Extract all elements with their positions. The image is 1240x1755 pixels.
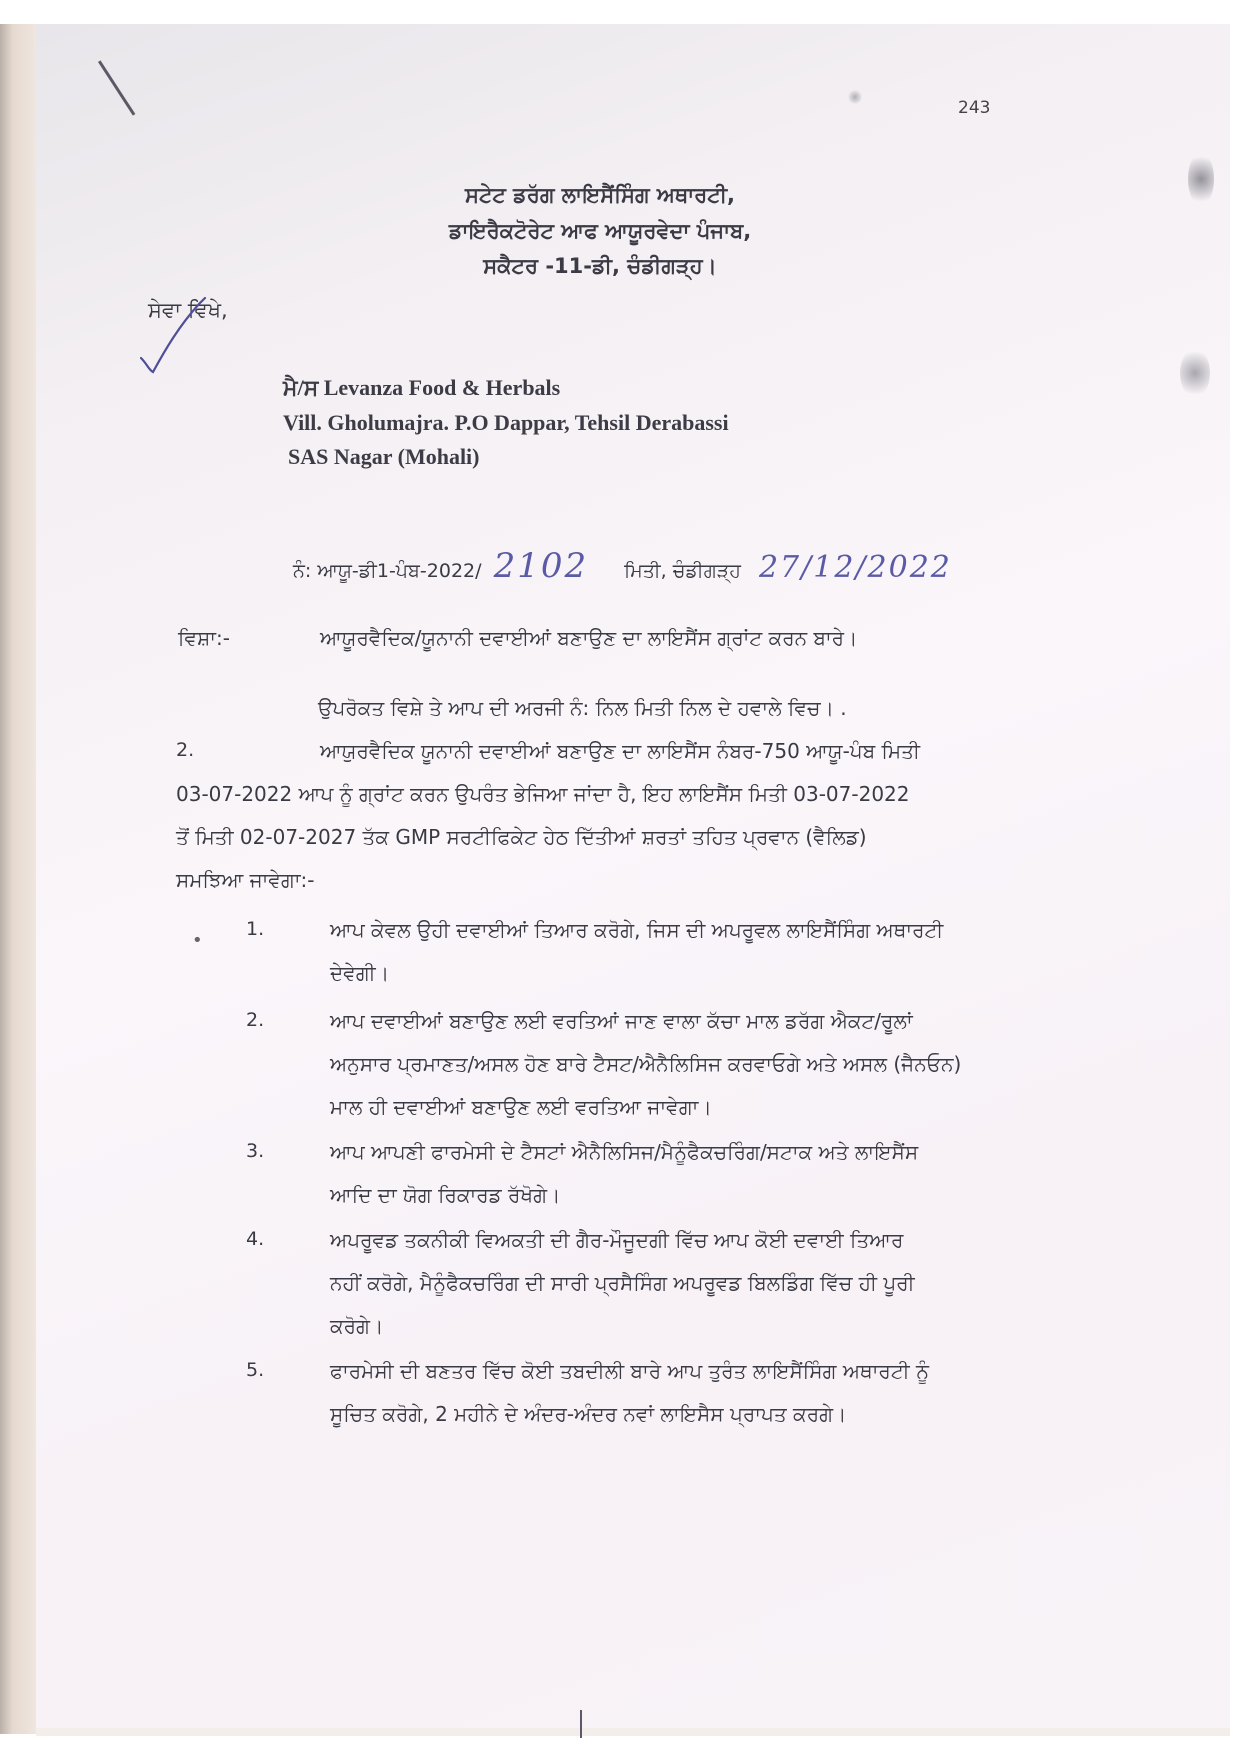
subject-label: ਵਿਸ਼ਾ:- (178, 626, 230, 650)
condition-1-line-2: ਦੇਵੇਗੀ। (330, 961, 390, 985)
condition-number: 5. (246, 1359, 265, 1381)
condition-number: 1. (246, 918, 265, 940)
header-line-2: ਡਾਇਰੈਕਟੋਰੇਟ ਆਫ ਆਯੂਰਵੇਦਾ ਪੰਜਾਬ, (448, 219, 752, 243)
header-directorate (0, 219, 1240, 244)
condition-4-line-2: ਨਹੀਂ ਕਰੋਗੇ, ਮੈਨੂੰਫੈਕਚਰਿੰਗ ਦੀ ਸਾਰੀ ਪ੍ਰਸੈਸਿੰਗ ਅਪਰੂਵਡ ਬਿਲਡਿੰਗ ਵਿੱਚ ਹੀ ਪੂਰੀ (330, 1271, 915, 1295)
date-label: ਮਿਤੀ, ਚੰਡੀਗੜ੍ਹ (624, 560, 741, 582)
addressee-district: SAS Nagar (Mohali) (288, 444, 480, 469)
addressee-address: Vill. Gholumajra. P.O Dappar, Tehsil Derabassi (283, 410, 729, 435)
condition-number: 4. (246, 1228, 265, 1250)
reference-prefix: ਨੰ: ਆਯੂ-ਡੀ1-ਪੰਬ-2022/ (293, 560, 482, 582)
para2-line-3 (176, 825, 1098, 849)
condition-3-line-1: ਆਪ ਆਪਣੀ ਫਾਰਮੇਸੀ ਦੇ ਟੈਸਟਾਂ ਐਨੈਲਿਸਿਜ/ਮੈਨੂੰਫੈਕਚਰਿੰਗ/ਸਟਾਕ ਅਤੇ ਲਾਇਸੈਂਸ (330, 1140, 919, 1164)
header-line-3: ਸਕੈਟਰ -11-ਡੀ, ਚੰਡੀਗੜ੍ਹ। (483, 254, 717, 278)
para2-text: 03-07-2022 ਆਪ ਨੂੰ ਗ੍ਰਾਂਟ ਕਰਨ ਉਪਰੰਤ ਭੇਜਿਆ ਜਾਂਦਾ ਹੈ, ਇਹ ਲਾਇਸੈਂਸ ਮਿਤੀ 03-07-2022 (176, 782, 910, 806)
para-number: 2. (176, 739, 195, 761)
para2-text: ਆਯੁਰਵੈਦਿਕ ਯੂਨਾਨੀ ਦਵਾਈਆਂ ਬਣਾਉਣ ਦਾ ਲਾਇਸੈਂਸ ਨੰਬਰ-750 ਆਯੂ-ਪੰਬ ਮਿਤੀ (320, 739, 920, 763)
salutation: ਸੇਵਾ ਵਿਖੇ, (148, 298, 228, 322)
scan-bottom-edge (36, 1728, 1230, 1736)
addressee-name: ਮੈ/ਸ Levanza Food & Herbals (283, 375, 561, 400)
header-line-1: ਸਟੇਟ ਡਰੱਗ ਲਾਇਸੈਂਸਿੰਗ ਅਥਾਰਟੀ, (464, 183, 736, 207)
condition-4-line-3: ਕਰੋਗੇ। (330, 1314, 384, 1338)
condition-number: 2. (246, 1009, 265, 1031)
condition-2-line-3: ਮਾਲ ਹੀ ਦਵਾਈਆਂ ਬਣਾਉਣ ਲਈ ਵਰਤਿਆ ਜਾਵੇਗਾ। (330, 1095, 712, 1119)
subject-text: ਆਯੂਰਵੈਦਿਕ/ਯੂਨਾਨੀ ਦਵਾਈਆਂ ਬਣਾਉਣ ਦਾ ਲਾਇਸੈਂਸ ਗ੍ਰਾਂਟ ਕਰਨ ਬਾਰੇ। (320, 626, 858, 650)
page-number: 243 (958, 98, 991, 118)
handwritten-date: 27/12/2022 (758, 550, 952, 585)
condition-number: 3. (246, 1140, 265, 1162)
para2-line-1 (320, 739, 1098, 763)
scan-smudge (848, 90, 862, 104)
header-address (0, 254, 1240, 279)
scan-edge (0, 24, 36, 1734)
para2-line-4: ਸਮਝਿਆ ਜਾਵੇਗਾ:- (176, 868, 315, 892)
condition-3-line-2: ਆਦਿ ਦਾ ਯੋਗ ਰਿਕਾਰਡ ਰੱਖੋਗੇ। (330, 1183, 561, 1207)
condition-5-line-2: ਸੂਚਿਤ ਕਰੋਗੇ, 2 ਮਹੀਨੇ ਦੇ ਅੰਦਰ-ਅੰਦਰ ਨਵਾਂ ਲਾਇਸੈਸ ਪ੍ਰਾਪਤ ਕਰਗੇ। (330, 1402, 847, 1426)
checkmark-icon (135, 290, 225, 380)
staple-mark (580, 1710, 582, 1738)
header-authority (0, 183, 1240, 208)
condition-2-line-1: ਆਪ ਦਵਾਈਆਂ ਬਣਾਉਣ ਲਈ ਵਰਤਿਆਂ ਜਾਣ ਵਾਲਾ ਕੱਚਾ ਮਾਲ ਡਰੱਗ ਐਕਟ/ਰੂਲਾਂ (330, 1009, 913, 1033)
condition-5-line-1: ਫਾਰਮੇਸੀ ਦੀ ਬਣਤਰ ਵਿੱਚ ਕੋਈ ਤਬਦੀਲੀ ਬਾਰੇ ਆਪ ਤੁਰੰਤ ਲਾਇਸੈਂਸਿੰਗ ਅਥਾਰਟੀ ਨੂੰ (330, 1359, 930, 1383)
bullet-dot: • (192, 930, 203, 951)
scan-smudge (1180, 348, 1210, 398)
condition-2-line-2: ਅਨੁਸਾਰ ਪ੍ਰਮਾਣਤ/ਅਸਲ ਹੋਣ ਬਾਰੇ ਟੈਸਟ/ਐਨੈਲਿਸਿਜ ਕਰਵਾਓਗੇ ਅਤੇ ਅਸਲ (ਜੈਨਓਨ) (330, 1052, 962, 1076)
intro-paragraph: ਉਪਰੋਕਤ ਵਿਸ਼ੇ ਤੇ ਆਪ ਦੀ ਅਰਜੀ ਨੰ: ਨਿਲ ਮਿਤੀ ਨਿਲ ਦੇ ਹਵਾਲੇ ਵਿਚ। . (318, 696, 847, 720)
reference-line (293, 546, 952, 586)
handwritten-letter-number: 2102 (493, 546, 589, 586)
condition-1-line-1: ਆਪ ਕੇਵਲ ਉਹੀ ਦਵਾਈਆਂ ਤਿਆਰ ਕਰੋਗੇ, ਜਿਸ ਦੀ ਅਪਰੂਵਲ ਲਾਇਸੈਂਸਿੰਗ ਅਥਾਰਟੀ (330, 918, 944, 942)
para2-text: ਤੋਂ ਮਿਤੀ 02-07-2027 ਤੱਕ GMP ਸਰਟੀਫਿਕੇਟ ਹੇਠ ਦਿੱਤੀਆਂ ਸ਼ਰਤਾਂ ਤਹਿਤ ਪ੍ਰਵਾਨ (ਵੈਲਿਡ) (176, 825, 867, 849)
para2-line-2 (176, 782, 1098, 806)
condition-4-line-1: ਅਪਰੂਵਡ ਤਕਨੀਕੀ ਵਿਅਕਤੀ ਦੀ ਗੈਰ-ਮੌਜੂਦਗੀ ਵਿੱਚ ਆਪ ਕੋਈ ਦਵਾਈ ਤਿਆਰ (330, 1228, 904, 1252)
